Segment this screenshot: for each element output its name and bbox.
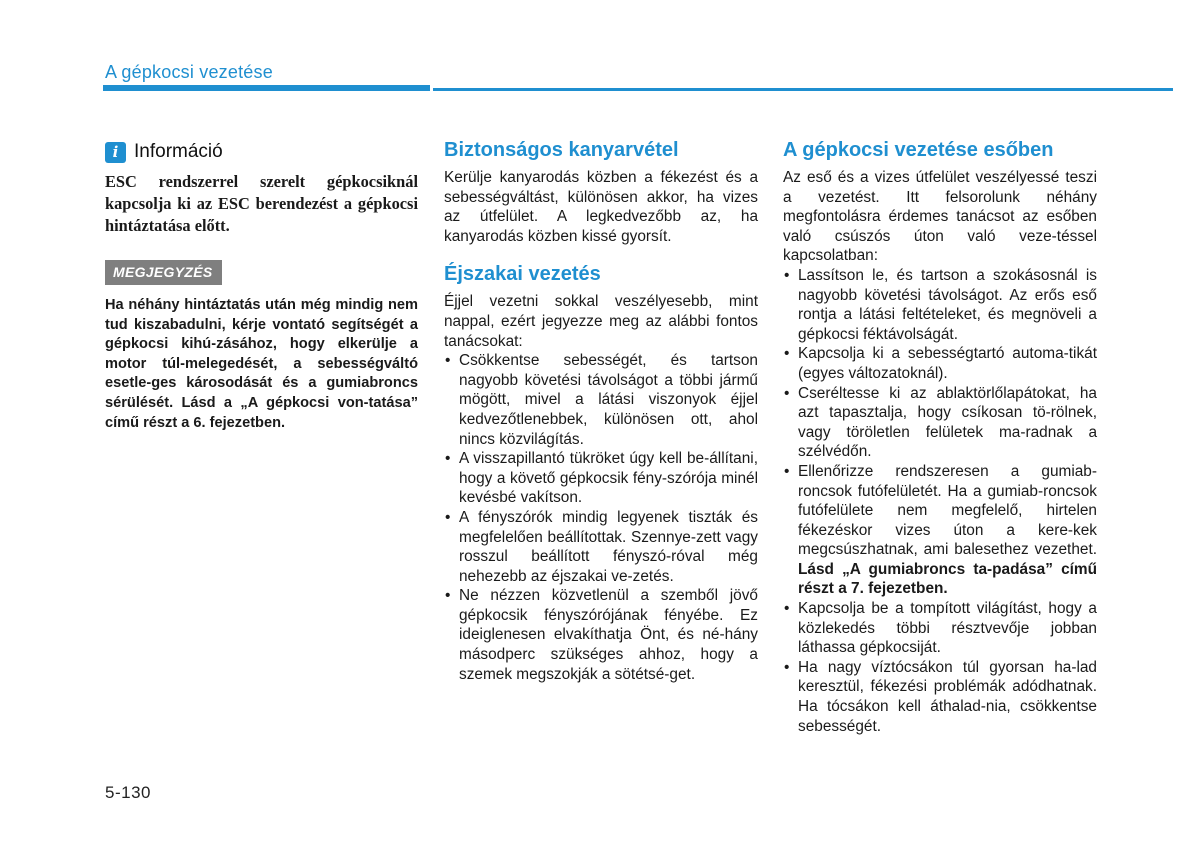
list-item-tires — [783, 462, 1097, 599]
tire-check-text: Ellenőrizze rendszeresen a gumiab-roncsok futófelületét. Ha a gumiab-roncsok futófelülete nem megfelelő, hirtelen fékezéskor vizes úton a kere-kek megcsúszhatnak, ami balesethez vezethet. — [798, 462, 1097, 559]
list-item: • Cseréltesse ki az ablaktörlőlapátokat, ha azt tapasztalja, hogy csíkosan tö-rölnek, vagy töröletlen felületek ma-radnak a szélvédőn. — [783, 384, 1097, 462]
night-driving-list — [444, 351, 758, 684]
note-badge: MEGJEGYZÉS — [105, 260, 222, 285]
header-rule-thick — [103, 85, 430, 91]
rain-driving-list — [783, 266, 1097, 736]
info-icon: i — [105, 142, 126, 163]
cornering-heading: Biztonságos kanyarvétel — [444, 139, 679, 161]
night-driving-heading: Éjszakai vezetés — [444, 263, 601, 286]
rain-driving-intro: Az eső és a vizes útfelület veszélyessé teszi a vezetést. Itt felsorolunk néhány megfontolásra érdemes tanácsot az esőben való csúszós úton való veze-téssel kapcsolatban: — [783, 169, 1097, 265]
information-heading — [105, 141, 418, 163]
tire-reference-link: Lásd „A gumiabroncs ta-padása” című részt a 7. fejezetben. — [798, 560, 1097, 598]
list-item: • Ne nézzen közvetlenül a szemből jövő gépkocsik fényszórójának fényébe. Ez ideiglenesen elvakíthatja Önt, és né-hány másodperc szükséges ahhoz, hogy a szemek megszokják a sötétsé-get. — [444, 586, 758, 684]
list-item: • Ha nagy víztócsákon túl gyorsan ha-lad keresztül, fékezési problémák adódhatnak. Ha tócsákon kell áthalad-nia, csökkentse sebességét. — [783, 658, 1097, 736]
rain-driving-heading: A gépkocsi vezetése esőben — [783, 139, 1054, 161]
page-number: 5-130 — [105, 783, 151, 802]
list-item: • A visszapillantó tükröket úgy kell be-állítani, hogy a követő gépkocsik fény-szórója minél kevésbé vakítson. — [444, 449, 758, 508]
page-header-title: A gépkocsi vezetése — [105, 62, 273, 82]
night-driving-intro: Éjjel vezetni sokkal veszélyesebb, mint nappal, ezért jegyezze meg az alábbi fontos tanácsokat: — [444, 293, 758, 350]
column-right — [783, 138, 1097, 736]
list-item: • A fényszórók mindig legyenek tiszták és megfelelően beállítottak. Szennye-zett vagy rosszul beállított fényszó-róval még nehezebb az éjszakai ve-zetés. — [444, 508, 758, 586]
list-item: • Csökkentse sebességét, és tartson nagyobb követési távolságot a többi jármű mögött, mivel a látási viszonyok éjjel kedvezőtlenebbek, különösen ott, ahol nincs közvilágítás. — [444, 351, 758, 449]
header-rule-thin — [433, 88, 1173, 91]
cornering-text: Kerülje kanyarodás közben a fékezést és a sebességváltást, különösen akkor, ha vizes az útfelület. A legkedvezőbb az, ha kanyarodás közben kissé gyorsít. — [444, 169, 758, 245]
list-item: • Lassítson le, és tartson a szokásosnál is nagyobb követési távolságot. Az erős eső rontja a látási feltételeket, és megnöveli a gépkocsi féktávolságát. — [783, 266, 1097, 344]
list-item: • Kapcsolja ki a sebességtartó automa-tikát (egyes változatoknál). — [783, 344, 1097, 383]
information-text: ESC rendszerrel szerelt gépkocsiknál kapcsolja ki az ESC berendezést a gépkocsi hintáztatása előtt. — [105, 172, 418, 235]
column-left — [105, 138, 418, 433]
note-text: Ha néhány hintáztatás után még mindig nem tud kiszabadulni, kérje vontató segítségét a gépkocsi kihú-zásához, hogy elkerülje a motor túl-melegedését, a sebességváltó esetle-ges károsodását és a gumiabroncs sérülését. Lásd a „A gépkocsi von-tatása” című részt a 6. fejezetben. — [105, 297, 418, 431]
information-title: Információ — [134, 141, 223, 162]
column-middle — [444, 138, 758, 684]
list-item: • Kapcsolja be a tompított világítást, hogy a közlekedés többi résztvevője jobban láthassa gépkocsiját. — [783, 599, 1097, 658]
